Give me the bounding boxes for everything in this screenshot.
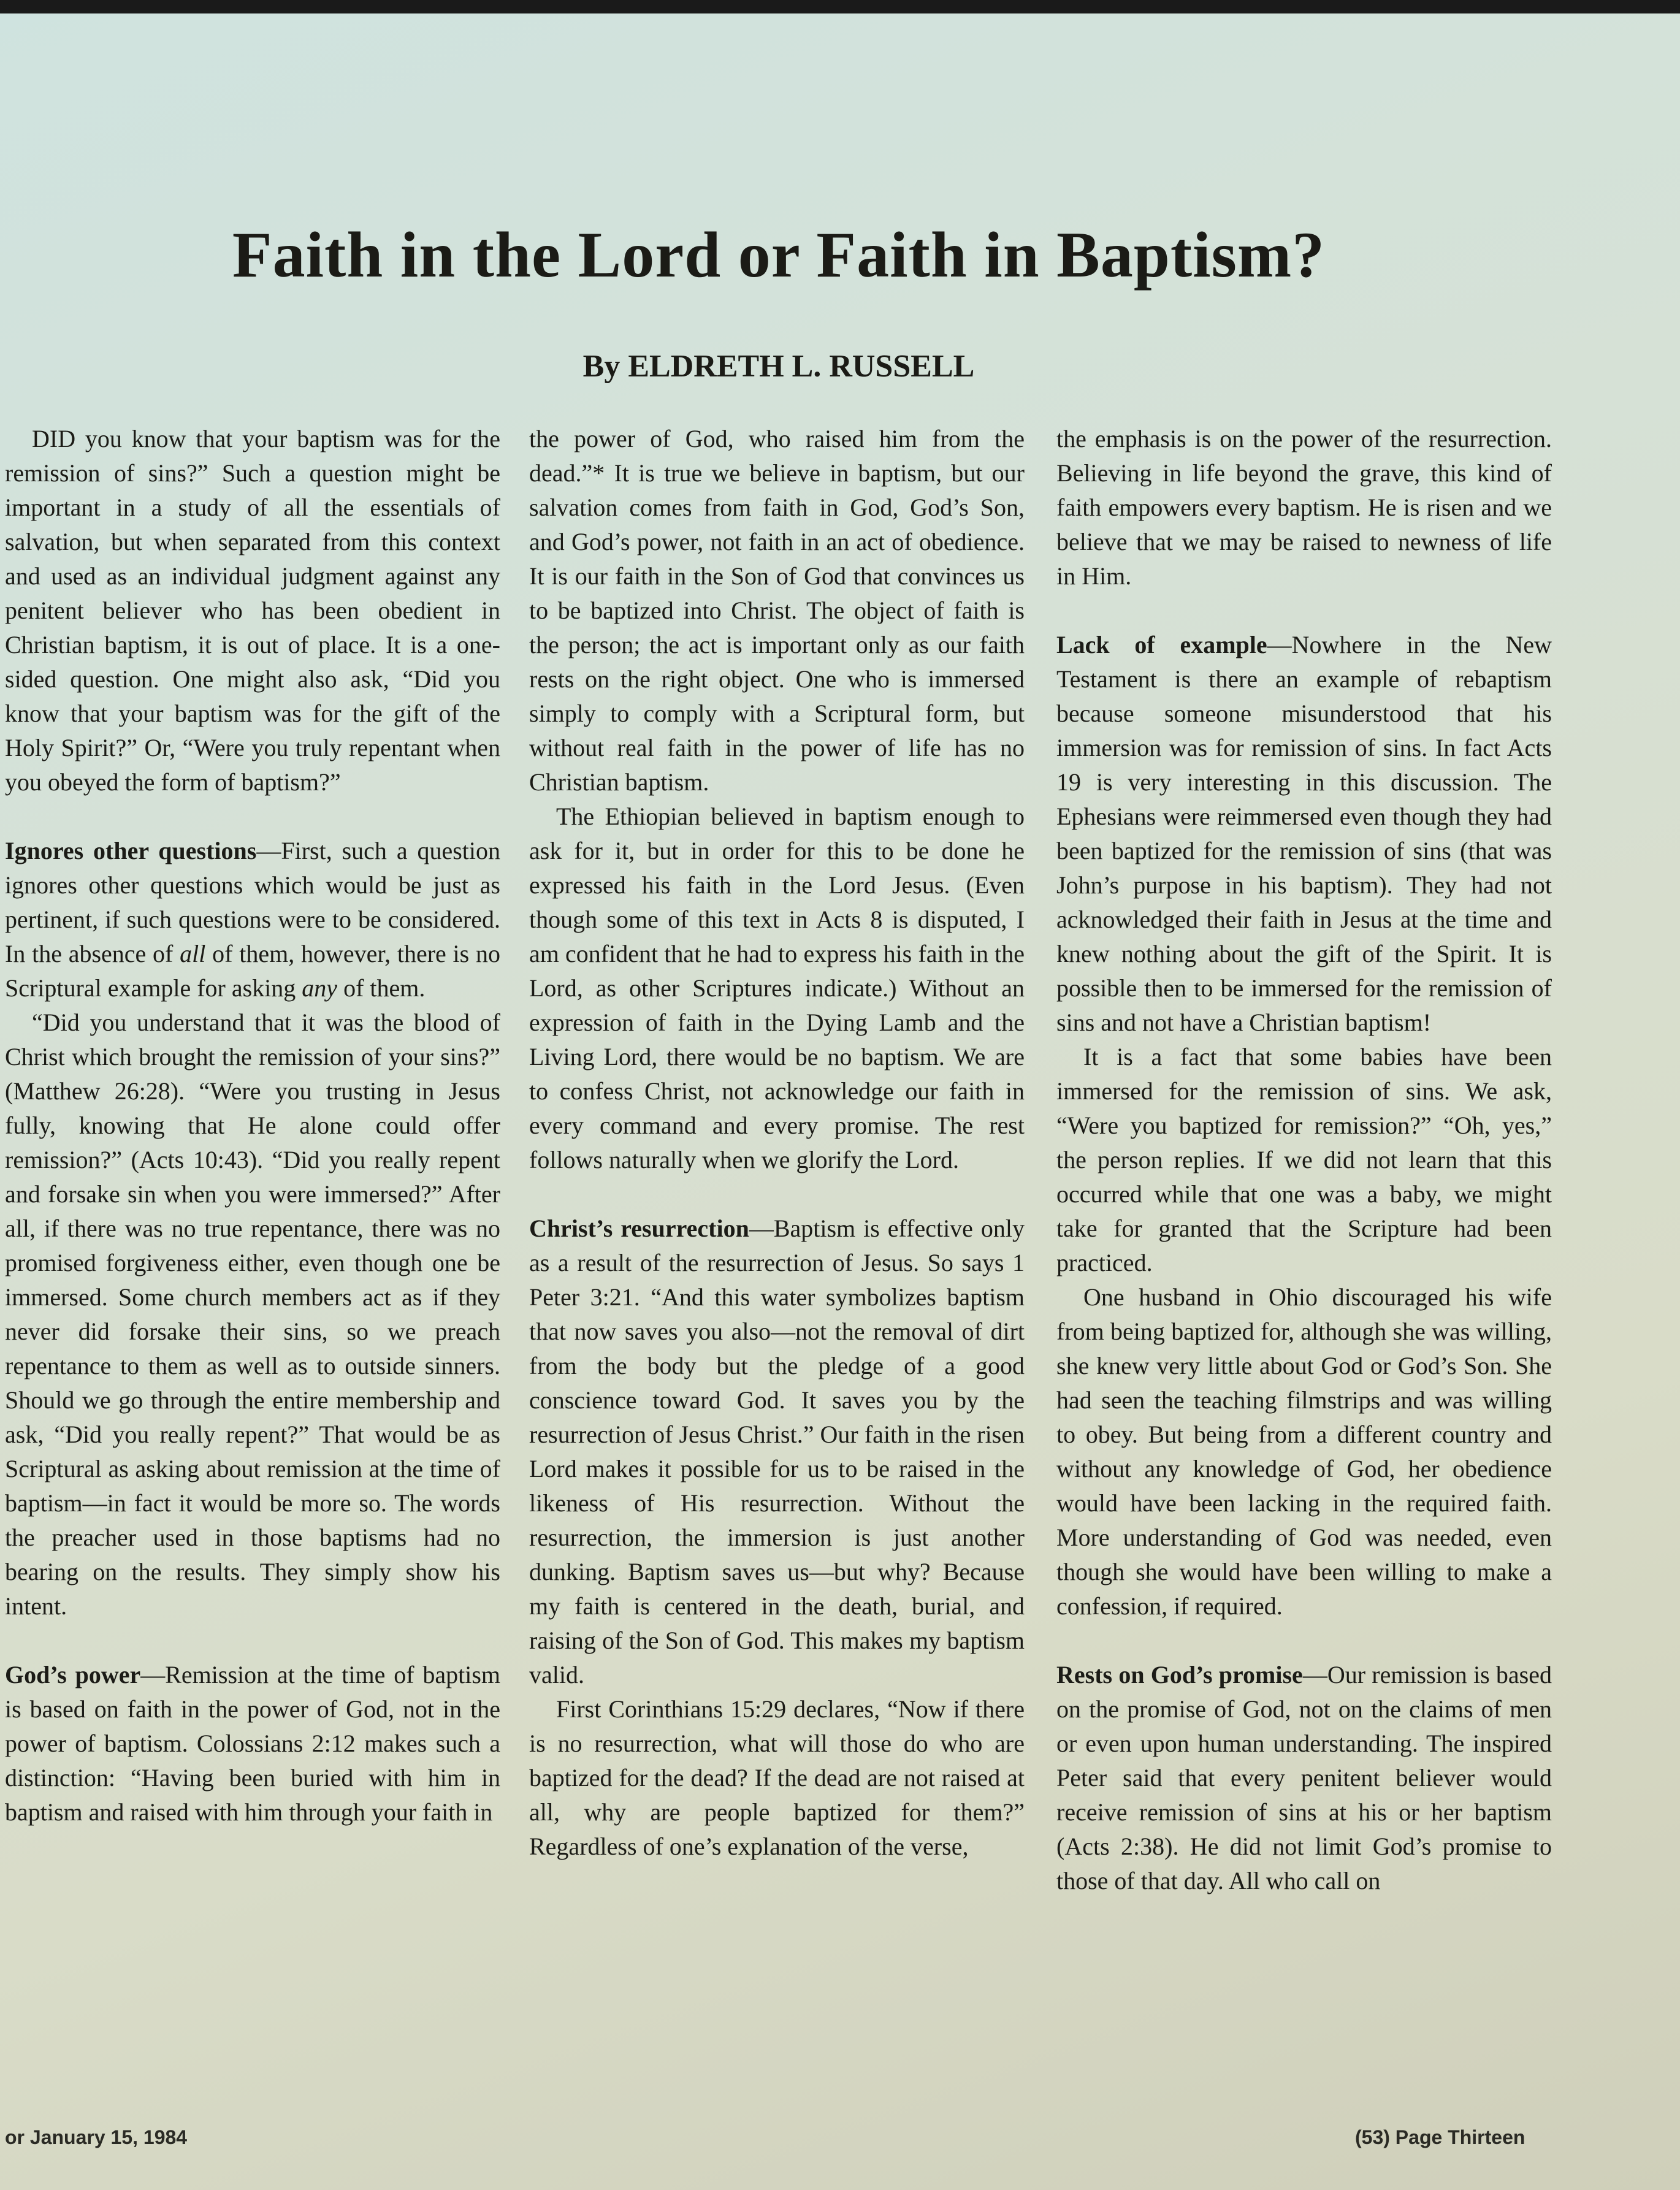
paragraph: First Corinthians 15:29 declares, “Now if there is no resurrection, what will those do who are baptized for the dead? If the dead are not raised at all, why are people baptized for them?” Regardless of one’s explanation of the verse, (529, 1695, 1025, 1860)
section-rests-on-gods-promise: Rests on God’s promise—Our remission is based on the promise of God, not on the claims of men or even upon human understanding. The inspired Peter said that every penitent believer would receive remission of sins at his or her baptism (Acts 2:38). He did not limit God’s promise to those of that day. All who call on (1056, 1661, 1552, 1894)
paragraph: It is a fact that some babies have been immersed for the remission of sins. We ask, “Were you baptized for remission?” “Oh, yes,” the person replies. If we did not learn that this occurred while that one was a baby, we might take for granted that the Scripture had been practiced. (1056, 1043, 1552, 1276)
section-heading: Christ’s resurrection (529, 1215, 749, 1242)
article-byline: By ELDRETH L. RUSSELL (582, 349, 975, 384)
section-christs-resurrection: Christ’s resurrection—Baptism is effective only as a result of the resurrection of Jesus. So says 1 Peter 3:21. “And this water symbolizes baptism that now saves you also—not the removal of dirt from the body but the pledge of a good conscience toward God. It saves you by the resurrection of Jesus Christ.” Our faith in the risen Lord makes it possible for us to be raised in the likeness of His resurrection. Without the resurrection, the immersion is just another dunking. Baptism saves us—but why? Because my faith is centered in the death, burial, and raising of the Son of God. This makes my baptism valid. (529, 1215, 1025, 1688)
paragraph: One husband in Ohio discouraged his wife from being baptized for, although she was willing, she knew very little about God or God’s Son. She had seen the teaching filmstrips and was willing to obey. But being from a different country and without any knowledge of God, her obedience would have been lacking in the required faith. More understanding of God was needed, even though she would have been willing to make a confession, if required. (1056, 1283, 1552, 1620)
section-heading: Ignores other questions (5, 837, 257, 864)
column-2 (529, 422, 1025, 1864)
paragraph: the emphasis is on the power of the resurrection. Believing in life beyond the grave, this kind of faith empowers every baptism. He is risen and we believe that we may be raised to newness of life in Him. (1056, 425, 1552, 590)
paragraph: DID you know that your baptism was for the remission of sins?” Such a question might be important in a study of all the essentials of salvation, but when separated from this context and used as an individual judgment against any penitent believer who has been obedient in Christian baptism, it is out of place. It is a one-sided question. One might also ask, “Did you know that your baptism was for the gift of the Holy Spirit?” Or, “Were you truly repentant when you obeyed the form of baptism?” (5, 425, 500, 796)
footer-date: or January 15, 1984 (5, 2126, 188, 2148)
section-heading: God’s power (5, 1661, 141, 1688)
footer-page-number: (53) Page Thirteen (1355, 2126, 1525, 2148)
paragraph: “Did you understand that it was the blood of Christ which brought the remission of your sins?” (Matthew 26:28). “Were you trusting in Jesus fully, knowing that He alone could offer remission?” (Acts 10:43). “Did you really repent and forsake sin when you were immersed?” After all, if there was no true repentance, there was no promised forgiveness either, even though one be immersed. Some church members act as if they never did forsake their sins, so we preach repentance to them as well as to outside sinners. Should we go through the entire membership and ask, “Did you really repent?” That would be as Scriptural as asking about remission at the time of baptism—in fact it would be more so. The words the preacher used in those baptisms had no bearing on the results. They simply show his intent. (5, 1009, 500, 1620)
article-title: Faith in the Lord or Faith in Baptism? (232, 219, 1326, 291)
column-3 (1056, 422, 1552, 1898)
paragraph: The Ethiopian believed in baptism enough to ask for it, but in order for this to be done he expressed his faith in the Lord Jesus. (Even though some of this text in Acts 8 is disputed, I am confident that he had to express his faith in the Lord, as other Scriptures indicate.) Without an expression of faith in the Dying Lamb and the Living Lord, there would be no baptism. We are to confess Christ, not acknowledge our faith in every command and every promise. The rest follows naturally when we glorify the Lord. (529, 803, 1025, 1173)
column-1 (5, 422, 500, 1829)
section-ignores-other-questions: Ignores other questions—First, such a question ignores other questions which would be just as pertinent, if such questions were to be considered. In the absence of all of them, however, there is no Scriptural example for asking any of them. (5, 837, 501, 1002)
section-heading: Lack of example (1056, 631, 1267, 658)
scan-top-edge (0, 0, 1680, 13)
paragraph: the power of God, who raised him from the dead.”* It is true we believe in baptism, but our salvation comes from faith in God, God’s Son, and God’s power, not faith in an act of obedience. It is our faith in the Son of God that convinces us to be baptized into Christ. The object of faith is the person; the act is important only as our faith rests on the right object. One who is immersed simply to comply with a Scriptural form, but without real faith in the power of life has no Christian baptism. (529, 425, 1025, 796)
section-gods-power: God’s power—Remission at the time of baptism is based on faith in the power of God, not in the power of baptism. Colossians 2:12 makes such a distinction: “Having been buried with him in baptism and raised with him through your faith in (5, 1661, 500, 1826)
section-heading: Rests on God’s promise (1056, 1661, 1303, 1688)
section-lack-of-example: Lack of example—Nowhere in the New Testament is there an example of rebaptism because someone misunderstood that his immersion was for remission of sins. In fact Acts 19 is very interesting in this discussion. The Ephesians were reimmersed even though they had been baptized for the remission of sins (that was John’s purpose in his baptism). They had not acknowledged their faith in Jesus at the time and knew nothing about the gift of the Spirit. It is possible then to be immersed for the remission of sins and not have a Christian baptism! (1056, 631, 1552, 1036)
